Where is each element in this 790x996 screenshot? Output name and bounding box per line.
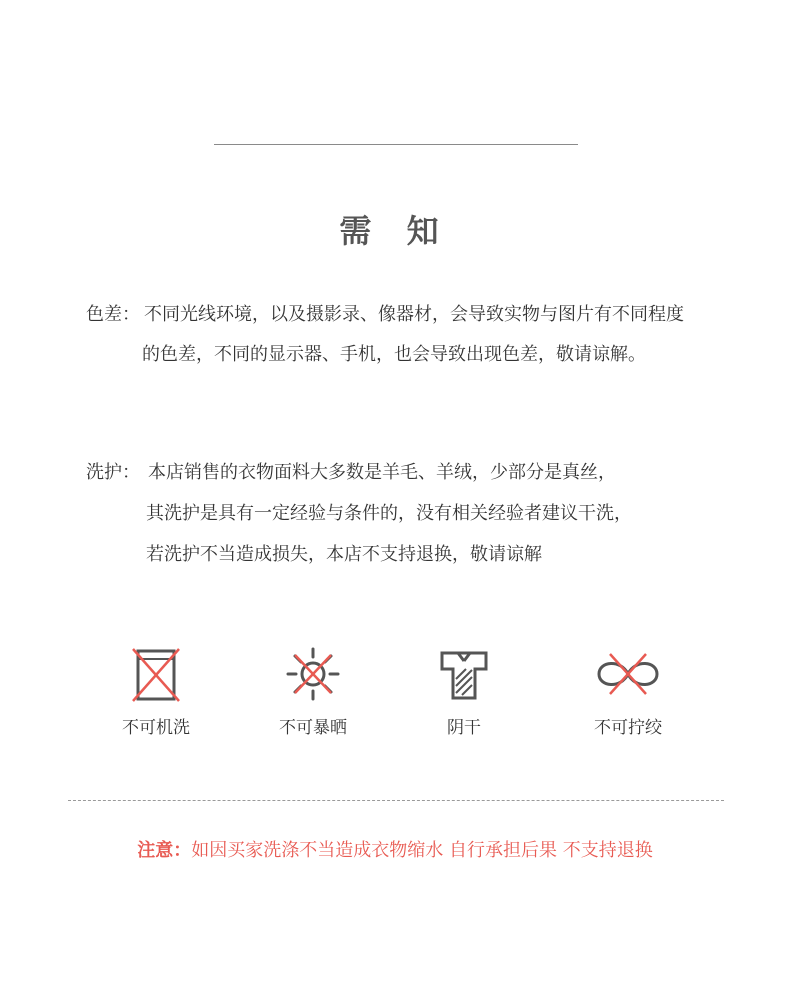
warning-label: 注意： <box>137 840 192 861</box>
color-note-line-2: 的色差，不同的显示器、手机，也会导致出现色差，敬请谅解。 <box>142 344 646 365</box>
no-sun-exposure-icon <box>278 645 348 703</box>
care-item-shade-dry <box>404 645 524 739</box>
washing-care-note <box>86 463 746 573</box>
color-difference-note <box>86 305 746 375</box>
wash-note-line-3: 若洗护不当造成损失，本店不支持退换，敬请谅解 <box>146 544 542 565</box>
color-note-label: 色差： <box>86 304 140 325</box>
care-item-no-wring <box>568 645 688 739</box>
care-item-no-machine-wash <box>96 645 216 739</box>
wash-note-line-2: 其洗护是具有一定经验与条件的，没有相关经验者建议干洗， <box>146 503 632 524</box>
wash-note-label: 洗护： <box>86 462 140 483</box>
shade-dry-icon <box>429 645 499 703</box>
top-divider <box>214 144 578 145</box>
warning-text: 如因买家洗涤不当造成衣物缩水 自行承担后果 不支持退换 <box>191 840 653 861</box>
care-label-no-sun-exposure: 不可暴晒 <box>279 718 347 738</box>
no-wring-icon <box>593 645 663 703</box>
no-machine-wash-icon <box>121 645 191 703</box>
warning-note <box>0 839 790 863</box>
care-label-no-machine-wash: 不可机洗 <box>122 718 190 738</box>
page-title: 需 知 <box>339 212 451 250</box>
dashed-divider <box>68 800 724 801</box>
care-label-no-wring: 不可拧绞 <box>594 718 662 738</box>
color-note-line-1: 不同光线环境，以及摄影录、像器材，会导致实物与图片有不同程度 <box>144 304 684 325</box>
wash-note-line-1: 本店销售的衣物面料大多数是羊毛、羊绒，少部分是真丝， <box>148 462 616 483</box>
care-label-shade-dry: 阴干 <box>447 718 481 738</box>
care-item-no-sun-exposure <box>253 645 373 739</box>
